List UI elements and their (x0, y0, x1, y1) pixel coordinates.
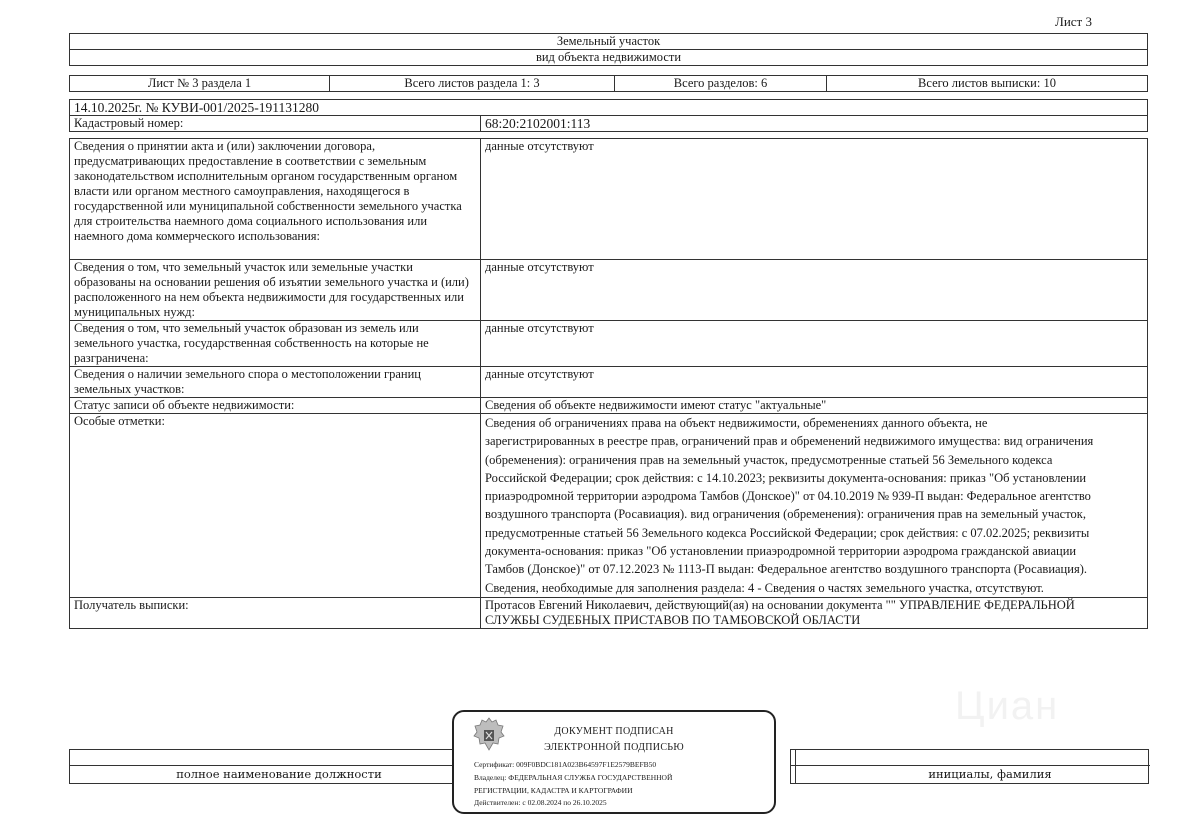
recipient-value: Протасов Евгений Николаевич, действующий(ая) на основании документа "" УПРАВЛЕНИЕ ФЕДЕРАЛЬНОЙ СЛУЖБЫ СУДЕБНЫХ ПРИСТАВОВ ПО ТАМБОВСКОЙ ОБЛАСТИ (481, 597, 1148, 628)
row-label: Статус записи об объекте недвижимости: (70, 398, 481, 414)
sheet-meta-table (69, 75, 1148, 92)
row-value: Сведения об объекте недвижимости имеют статус "актуальные" (481, 398, 1148, 414)
stamp-owner-line2: РЕГИСТРАЦИИ, КАДАСТРА И КАРТОГРАФИИ (474, 786, 633, 795)
stamp-heading: ДОКУМЕНТ ПОДПИСАН (554, 726, 674, 737)
electronic-signature-stamp (452, 710, 776, 814)
name-field-separator (795, 749, 796, 784)
section-sheets-total: Всего листов раздела 1: 3 (330, 76, 615, 92)
extract-date-number: 14.10.2025г. № КУВИ-001/2025-191131280 (70, 100, 1148, 116)
special-notes-value: Сведения об ограничениях права на объект недвижимости, обременениях данного объекта, не зарегистрированных в реестре прав, ограничений прав и обременений недвижимого имущества: вид ограничения (обременения): ограничения прав на земельный участок, предусмотренные статьей 56 Земельного кодекса Российской Федерации; срок действия: с 14.10.2023; реквизиты документа-основания: приказ "Об установлении приаэродромной территории аэродрома Тамбов (Донское)" от 04.10.2019 № 939-П выдан: Федеральное агентство воздушного транспорта (Росавиация). вид ограничения (обременения): ограничения прав на земельный участок, предусмотренные статьей 56 Земельного кодекса Российской Федерации; срок действия: с 07.02.2025; реквизиты документа-основания: приказ "Об установлении приаэродромной территории аэродрома гражданской авиации Тамбов (Донское)" от 07.12.2023 № 1113-П выдан: Федеральное агентство воздушного транспорта (Росавиация). Сведения, необходимые для заполнения раздела: 4 - Сведения о частях земельного участка, отсутствуют. (481, 414, 1148, 598)
object-title-table (69, 33, 1148, 66)
table-row (70, 398, 1148, 414)
stamp-certificate: Сертификат: 009F0BDC181A023B64597F1E2579BEFB50 (474, 760, 657, 769)
row-value: данные отсутствуют (481, 139, 1148, 260)
extract-sheets-total: Всего листов выписки: 10 (827, 76, 1148, 92)
stamp-subheading: ЭЛЕКТРОННОЙ ПОДПИСЬЮ (544, 742, 684, 753)
cadastral-number-value: 68:20:2102001:113 (481, 116, 1148, 132)
spacer (70, 132, 1148, 139)
stamp-validity: Действителен: с 02.08.2024 по 26.10.2025 (474, 798, 607, 807)
table-row (70, 414, 1148, 598)
table-row (70, 321, 1148, 367)
sections-total: Всего разделов: 6 (615, 76, 827, 92)
watermark: Циан (955, 684, 1060, 728)
sheet-number: Лист 3 (1055, 14, 1092, 29)
position-caption: полное наименование должности (176, 767, 382, 781)
name-caption: инициалы, фамилия (928, 767, 1052, 781)
row-label: Получатель выписки: (70, 597, 481, 628)
table-row (70, 367, 1148, 398)
row-label: Сведения о том, что земельный участок образован из земель или земельного участка, государственная собственность на которые не разграничена: (70, 321, 481, 367)
row-label: Сведения о том, что земельный участок или земельные участки образованы на основании решения об изъятии земельного участка и (или) расположенного на нем объекта недвижимости для государственных или муниципальных нужд: (70, 260, 481, 321)
table-row (70, 260, 1148, 321)
row-value: данные отсутствуют (481, 367, 1148, 398)
row-value: данные отсутствуют (481, 321, 1148, 367)
row-label: Особые отметки: (70, 414, 481, 598)
row-label: Сведения о наличии земельного спора о местоположении границ земельных участков: (70, 367, 481, 398)
table-row (70, 139, 1148, 260)
table-row (70, 597, 1148, 628)
sheet-of-section: Лист № 3 раздела 1 (70, 76, 330, 92)
section-details-table (69, 99, 1148, 629)
name-divider (790, 765, 1150, 766)
row-value: данные отсутствуют (481, 260, 1148, 321)
position-divider (69, 765, 489, 766)
row-label: Сведения о принятии акта и (или) заключении договора, предусматривающих предоставление в соответствии с земельным законодательством исполнительным органом государственным органом власти или органом местного самоуправления, находящегося в государственной или муниципальной собственности земельного участка для строительства наемного дома социального использования или наемного дома коммерческого использования: (70, 139, 481, 260)
object-subtitle: вид объекта недвижимости (70, 50, 1148, 66)
stamp-owner-line1: Владелец: ФЕДЕРАЛЬНАЯ СЛУЖБА ГОСУДАРСТВЕННОЙ (474, 773, 673, 782)
object-title: Земельный участок (70, 34, 1148, 50)
cadastral-number-label: Кадастровый номер: (70, 116, 481, 132)
